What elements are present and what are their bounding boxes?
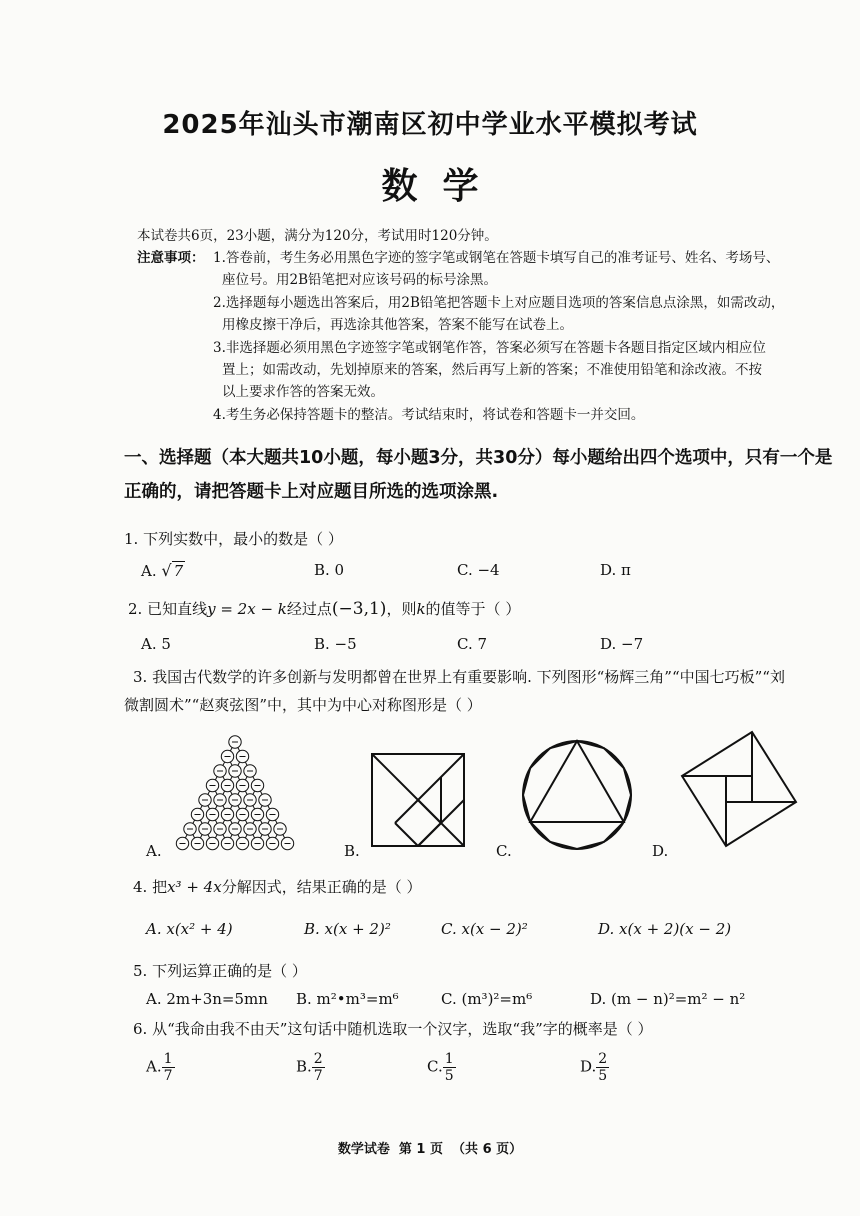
question-5-stem: 5. 下列运算正确的是（ ） (133, 962, 307, 980)
question-6-option-b: B. $\frac{2}{7}$ (296, 1051, 323, 1084)
liuhui-circle-figure (520, 738, 634, 852)
tangram-figure (370, 752, 466, 848)
exam-intro: 本试卷共6页，23小题，满分为120分，考试用时120分钟。 (137, 228, 498, 244)
question-1-option-b: B. 0 (314, 561, 345, 579)
notice-item-1-line-2: 座位号。用2B铅笔把对应该号码的标号涂黑。 (222, 272, 498, 288)
question-3-option-a: A. (146, 842, 162, 860)
question-4-option-d: D. x(x + 2)(x − 2) (598, 920, 732, 938)
subject-title: 数 学 (381, 166, 479, 207)
notice-label: 注意事项： (137, 250, 205, 266)
exam-title: 2025年汕头市潮南区初中学业水平模拟考试 (162, 110, 698, 140)
question-5-option-a: A. 2m+3n=5mn (146, 990, 268, 1008)
question-4-option-c: C. x(x − 2)² (441, 920, 528, 938)
question-3-option-b: B. (344, 842, 360, 860)
question-6-option-c: C. $\frac{1}{5}$ (427, 1051, 454, 1084)
question-4-option-b: B. x(x + 2)² (304, 920, 391, 938)
page-footer: 数学试卷 第 1 页 （共 6 页） (337, 1142, 523, 1157)
notice-item-3-line-2: 置上；如需改动，先划掉原来的答案，然后再写上新的答案；不准使用铅笔和涂改液。不按 (222, 362, 762, 378)
notice-item-4: 4.考生务必保持答题卡的整洁。考试结束时，将试卷和答题卡一并交回。 (213, 407, 645, 423)
question-2-stem: 2. 已知直线y = 2x − k经过点(−3,1)，则k的值等于（ ） (128, 599, 521, 619)
yanghui-triangle-figure (140, 730, 330, 860)
notice-item-3-line-3: 以上要求作答的答案无效。 (222, 384, 384, 400)
notice-item-2-line-1: 2.选择题每小题选出答案后，用2B铅笔把答题卡上对应题目选项的答案信息点涂黑，如需改动， (213, 295, 785, 311)
question-2-option-a: A. 5 (141, 635, 171, 653)
question-3-option-c: C. (496, 842, 512, 860)
zhaoshuang-figure (680, 730, 798, 848)
question-3-stem-line-1: 3. 我国古代数学的许多创新与发明都曾在世界上有重要影响. 下列图形“杨辉三角”“中国七巧板”“刘 (133, 668, 785, 686)
question-2-option-d: D. −7 (600, 635, 644, 653)
question-1-option-d: D. π (600, 561, 631, 579)
question-6-option-d: D. $\frac{2}{5}$ (580, 1051, 608, 1084)
section-1-heading-line-1: 一、选择题（本大题共10小题，每小题3分，共30分）每小题给出四个选项中，只有一个是 (124, 448, 833, 468)
notice-item-1-line-1: 1.答卷前，考生务必用黑色字迹的签字笔或钢笔在答题卡填写自己的准考证号、姓名、考场号、 (213, 250, 780, 266)
question-5-option-c: C. (m³)²=m⁶ (441, 990, 533, 1008)
notice-item-3-line-1: 3.非选择题必须用黑色字迹签字笔或钢笔作答，答案必须写在答题卡各题目指定区域内相应位 (213, 340, 766, 356)
question-1-stem: 1. 下列实数中，最小的数是（ ） (124, 530, 343, 548)
section-1-heading-line-2: 正确的，请把答题卡上对应题目所选的选项涂黑. (124, 482, 499, 502)
question-1-option-a: A. √ 7 (141, 561, 184, 580)
question-5-option-d: D. (m − n)²=m² − n² (590, 990, 746, 1008)
question-5-option-b: B. m²•m³=m⁶ (296, 990, 399, 1008)
notice-item-2-line-2: 用橡皮擦干净后，再选涂其他答案，答案不能写在试卷上。 (222, 317, 573, 333)
question-2-option-c: C. 7 (457, 635, 488, 653)
question-6-stem: 6. 从“我命由我不由天”这句话中随机选取一个汉字，选取“我”字的概率是（ ） (133, 1020, 653, 1038)
question-4-stem: 4. 把x³ + 4x分解因式，结果正确的是（ ） (133, 878, 422, 896)
question-1-option-c: C. −4 (457, 561, 500, 579)
question-3-stem-line-2: 微割圆术”“赵爽弦图”中，其中为中心对称图形是（ ） (124, 696, 482, 714)
question-2-option-b: B. −5 (314, 635, 357, 653)
question-6-option-a: A. $\frac{1}{7}$ (146, 1051, 173, 1084)
question-3-option-d: D. (652, 842, 669, 860)
question-4-option-a: A. x(x² + 4) (146, 920, 233, 938)
